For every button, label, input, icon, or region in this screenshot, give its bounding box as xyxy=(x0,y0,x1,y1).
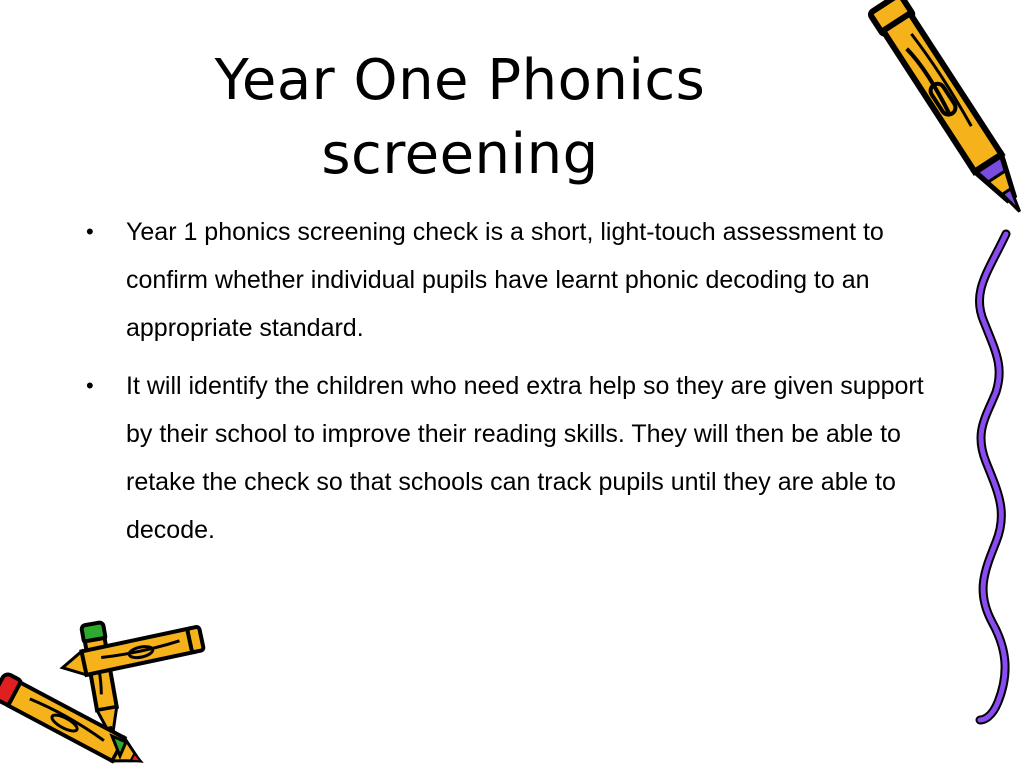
slide-title-line-1: Year One Phonics xyxy=(214,48,706,113)
crossed-pencils-icon xyxy=(0,616,215,768)
bullet-marker: • xyxy=(86,373,94,398)
bullet-item xyxy=(86,362,936,554)
slide-title xyxy=(150,44,770,192)
pencil-icon xyxy=(850,0,1010,245)
bullet-item xyxy=(86,208,936,352)
squiggle-line xyxy=(966,232,1024,722)
slide-title-line-2: screening xyxy=(321,122,599,187)
bullet-text: It will identify the children who need extra help so they are given support by their school to improve their reading skills. They will then be able to retake the check so that schools can track pupils until they are able to decode. xyxy=(126,372,924,544)
bullet-list xyxy=(86,208,936,564)
bullet-text: Year 1 phonics screening check is a short, light-touch assessment to confirm whether individual pupils have learnt phonic decoding to an appropriate standard. xyxy=(126,218,884,342)
bullet-marker: • xyxy=(86,219,94,244)
